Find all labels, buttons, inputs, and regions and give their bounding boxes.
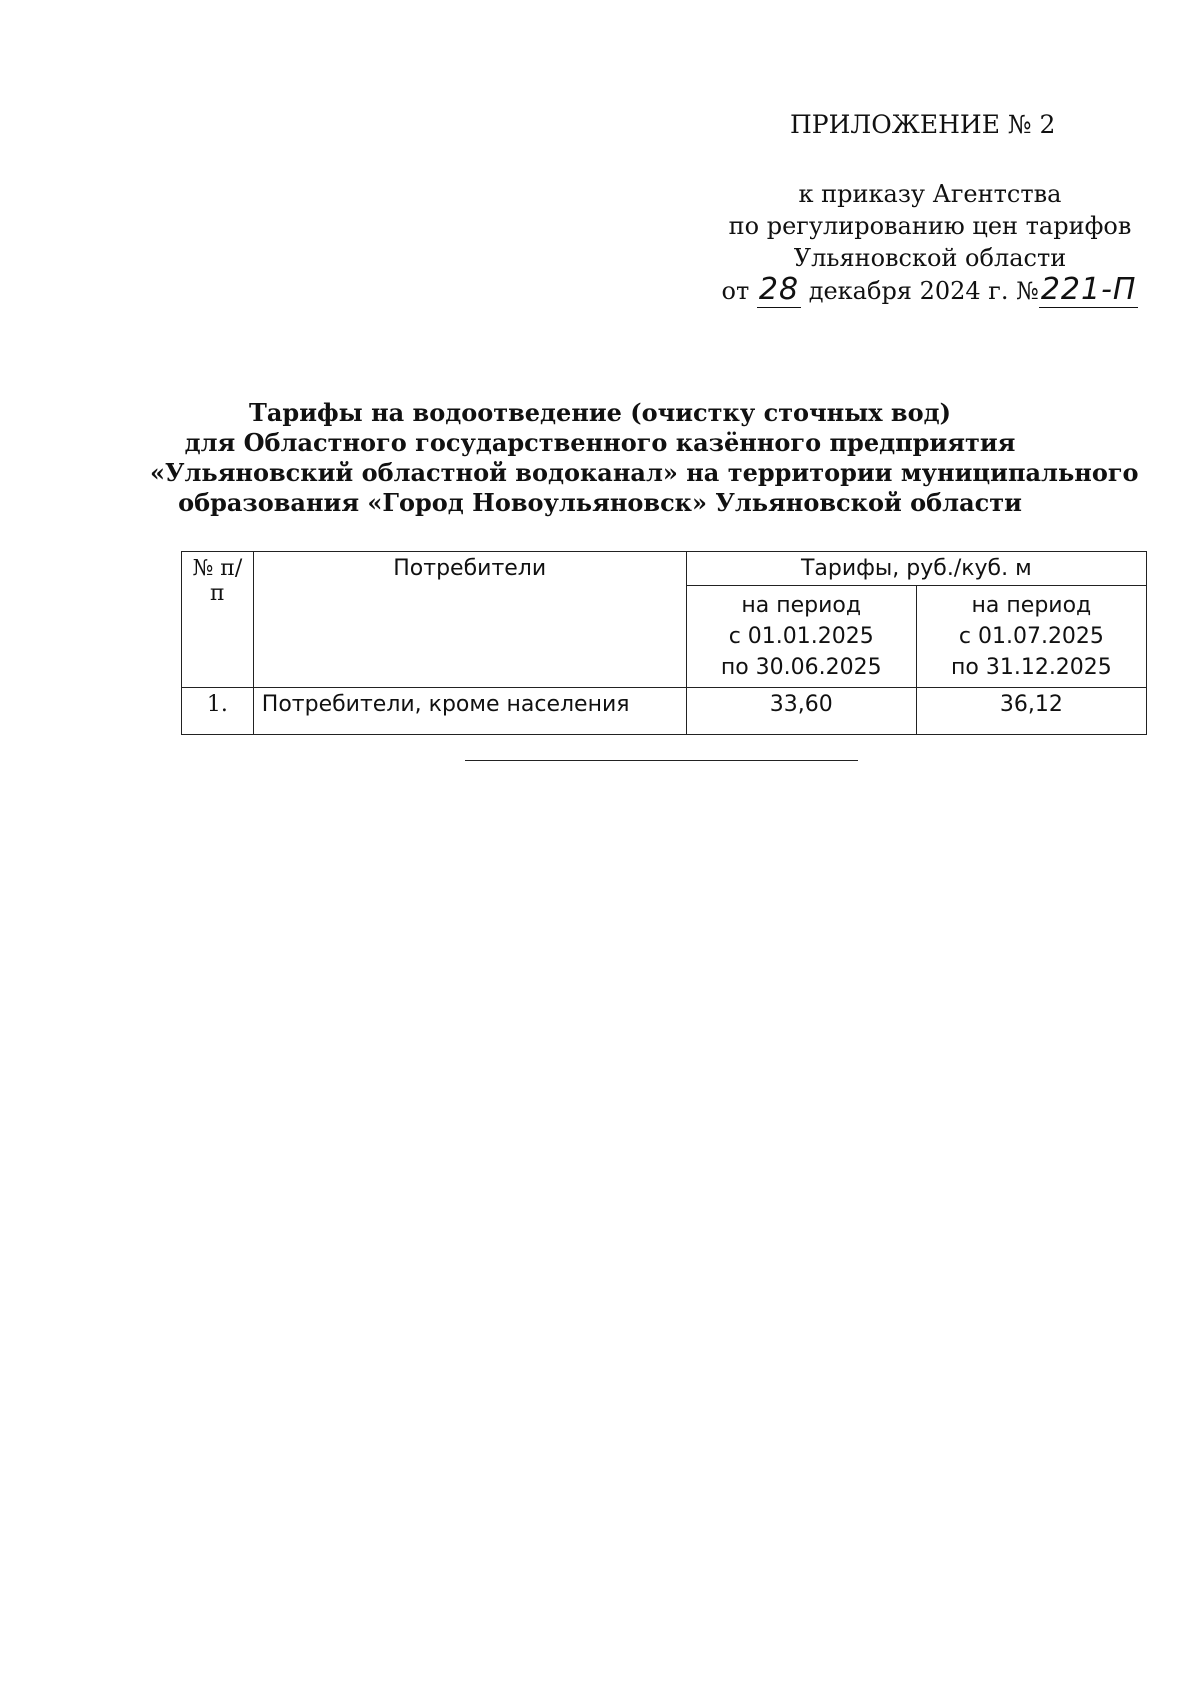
row-consumer: Потребители, кроме населения	[253, 688, 686, 735]
appendix-label: ПРИЛОЖЕНИЕ № 2	[790, 110, 1056, 139]
row-number: 1.	[182, 688, 254, 735]
order-reference	[720, 178, 1140, 307]
table-row	[182, 688, 1147, 735]
header-period-2	[916, 586, 1146, 688]
row-tariff-period-2: 36,12	[916, 688, 1146, 735]
header-period-1	[686, 586, 916, 688]
period-label: на период	[741, 593, 862, 618]
row-tariff-period-1: 33,60	[686, 688, 916, 735]
title-line: «Ульяновский областной водоканал» на территории муниципального	[150, 458, 1139, 487]
title-line: для Областного государственного казённого предприятия	[184, 428, 1016, 457]
header-consumers: Потребители	[253, 552, 686, 688]
period-start: с 01.01.2025	[728, 624, 874, 649]
period-label: на период	[971, 593, 1092, 618]
handwritten-day: 28	[758, 272, 800, 307]
period-end: по 30.06.2025	[720, 655, 882, 680]
end-divider	[465, 760, 858, 761]
period-end: по 31.12.2025	[951, 655, 1112, 680]
period-start: с 01.07.2025	[958, 624, 1104, 649]
handwritten-order-number: 221-П	[1040, 272, 1137, 307]
date-rest: декабря 2024 г. №	[808, 277, 1039, 305]
tariffs-table	[181, 551, 1147, 735]
table-header-row	[182, 552, 1147, 586]
date-prefix: от	[721, 277, 750, 305]
title-line: образования «Город Новоульяновск» Ульяновской области	[178, 488, 1022, 517]
order-date-line	[720, 274, 1140, 307]
document-title	[150, 398, 1139, 518]
order-line: к приказу Агентства	[798, 180, 1062, 208]
header-tariffs: Тарифы, руб./куб. м	[686, 552, 1146, 586]
title-line: Тарифы на водоотведение (очистку сточных вод)	[249, 398, 951, 427]
header-number: № п/п	[182, 552, 254, 688]
order-line: по регулированию цен тарифов	[728, 212, 1132, 240]
order-line: Ульяновской области	[793, 244, 1067, 272]
